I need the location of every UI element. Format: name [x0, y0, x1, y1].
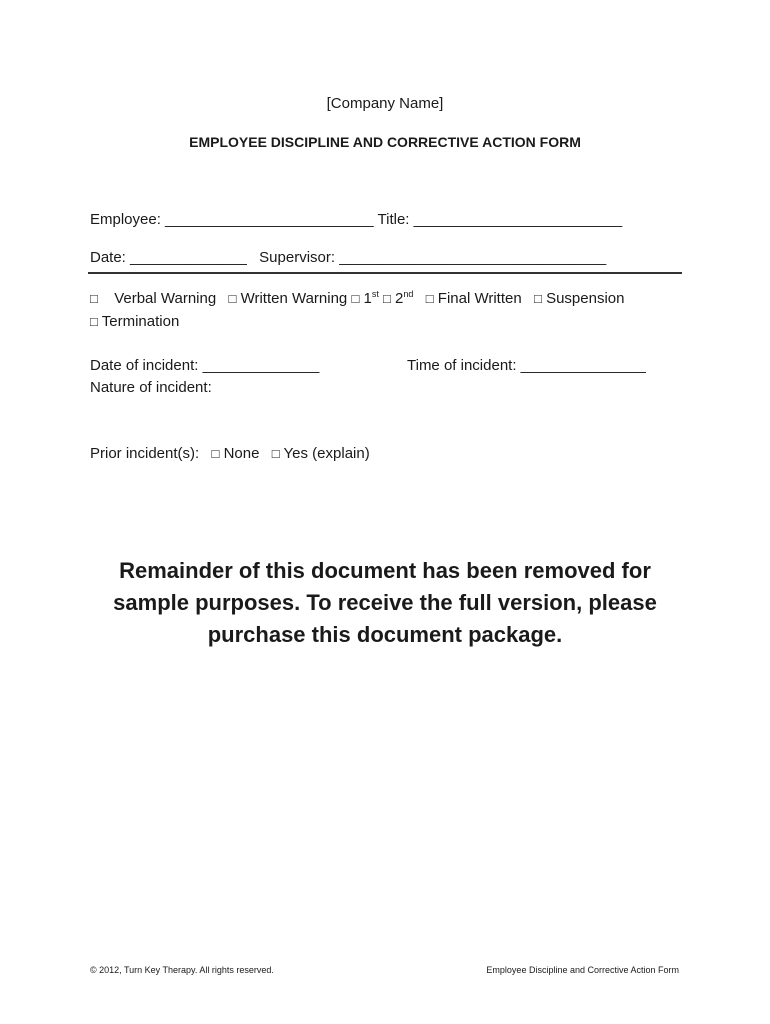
first-warning-checkbox[interactable]: □	[351, 291, 360, 306]
company-name: [Company Name]	[326, 95, 444, 112]
incident-date-row	[90, 357, 319, 374]
footer-copyright: © 2012, Turn Key Therapy. All rights reserved.	[90, 965, 274, 975]
prior-incidents-label: Prior incident(s):	[90, 445, 200, 462]
employee-row	[90, 211, 622, 228]
termination-checkbox[interactable]: □	[90, 314, 98, 329]
section-divider	[88, 272, 682, 274]
first-number: 1	[363, 290, 372, 307]
action-options-row	[90, 290, 624, 307]
prior-incidents-row	[90, 445, 370, 462]
supervisor-field[interactable]: ________________________________	[339, 249, 607, 266]
second-number: 2	[395, 290, 404, 307]
incident-date-field[interactable]: ______________	[202, 357, 320, 374]
title-field[interactable]: _________________________	[413, 211, 623, 228]
sample-notice-line-1: Remainder of this document has been removed for	[119, 558, 651, 583]
prior-none-label: None	[223, 445, 260, 462]
sample-notice-line-2: sample purposes. To receive the full version, please	[113, 590, 657, 615]
termination-label: Termination	[101, 313, 180, 330]
suspension-checkbox[interactable]: □	[534, 291, 542, 306]
incident-time-field[interactable]: _______________	[520, 357, 646, 374]
second-warning-label	[395, 290, 413, 307]
sample-notice-line-3: purchase this document package.	[207, 622, 563, 647]
footer-document-name: Employee Discipline and Corrective Action Form	[486, 965, 679, 975]
first-suffix: st	[371, 289, 379, 299]
termination-row	[90, 313, 179, 330]
date-label: Date:	[90, 249, 126, 266]
title-label: Title:	[377, 211, 410, 228]
sample-notice	[85, 555, 685, 651]
verbal-warning-checkbox[interactable]: □	[90, 291, 98, 306]
first-warning-label	[363, 290, 378, 307]
incident-time-row	[407, 357, 646, 374]
second-suffix: nd	[403, 289, 414, 299]
employee-field[interactable]: _________________________	[165, 211, 374, 228]
incident-date-label: Date of incident:	[90, 357, 199, 374]
written-warning-label: Written Warning	[240, 290, 348, 307]
verbal-warning-label: Verbal Warning	[114, 290, 217, 307]
second-warning-checkbox[interactable]: □	[383, 291, 391, 306]
date-field[interactable]: ______________	[130, 249, 247, 266]
suspension-label: Suspension	[546, 290, 625, 307]
prior-yes-label: Yes (explain)	[283, 445, 370, 462]
prior-yes-checkbox[interactable]: □	[271, 446, 280, 461]
prior-none-checkbox[interactable]: □	[211, 446, 220, 461]
employee-label: Employee:	[90, 211, 161, 228]
final-written-label: Final Written	[437, 290, 522, 307]
written-warning-checkbox[interactable]: □	[228, 291, 237, 306]
form-title: EMPLOYEE DISCIPLINE AND CORRECTIVE ACTION FORM	[189, 134, 581, 150]
incident-time-label: Time of incident:	[407, 357, 517, 374]
nature-of-incident-label: Nature of incident:	[90, 379, 212, 396]
date-row	[90, 249, 606, 266]
final-written-checkbox[interactable]: □	[425, 291, 434, 306]
supervisor-label: Supervisor:	[259, 249, 336, 266]
